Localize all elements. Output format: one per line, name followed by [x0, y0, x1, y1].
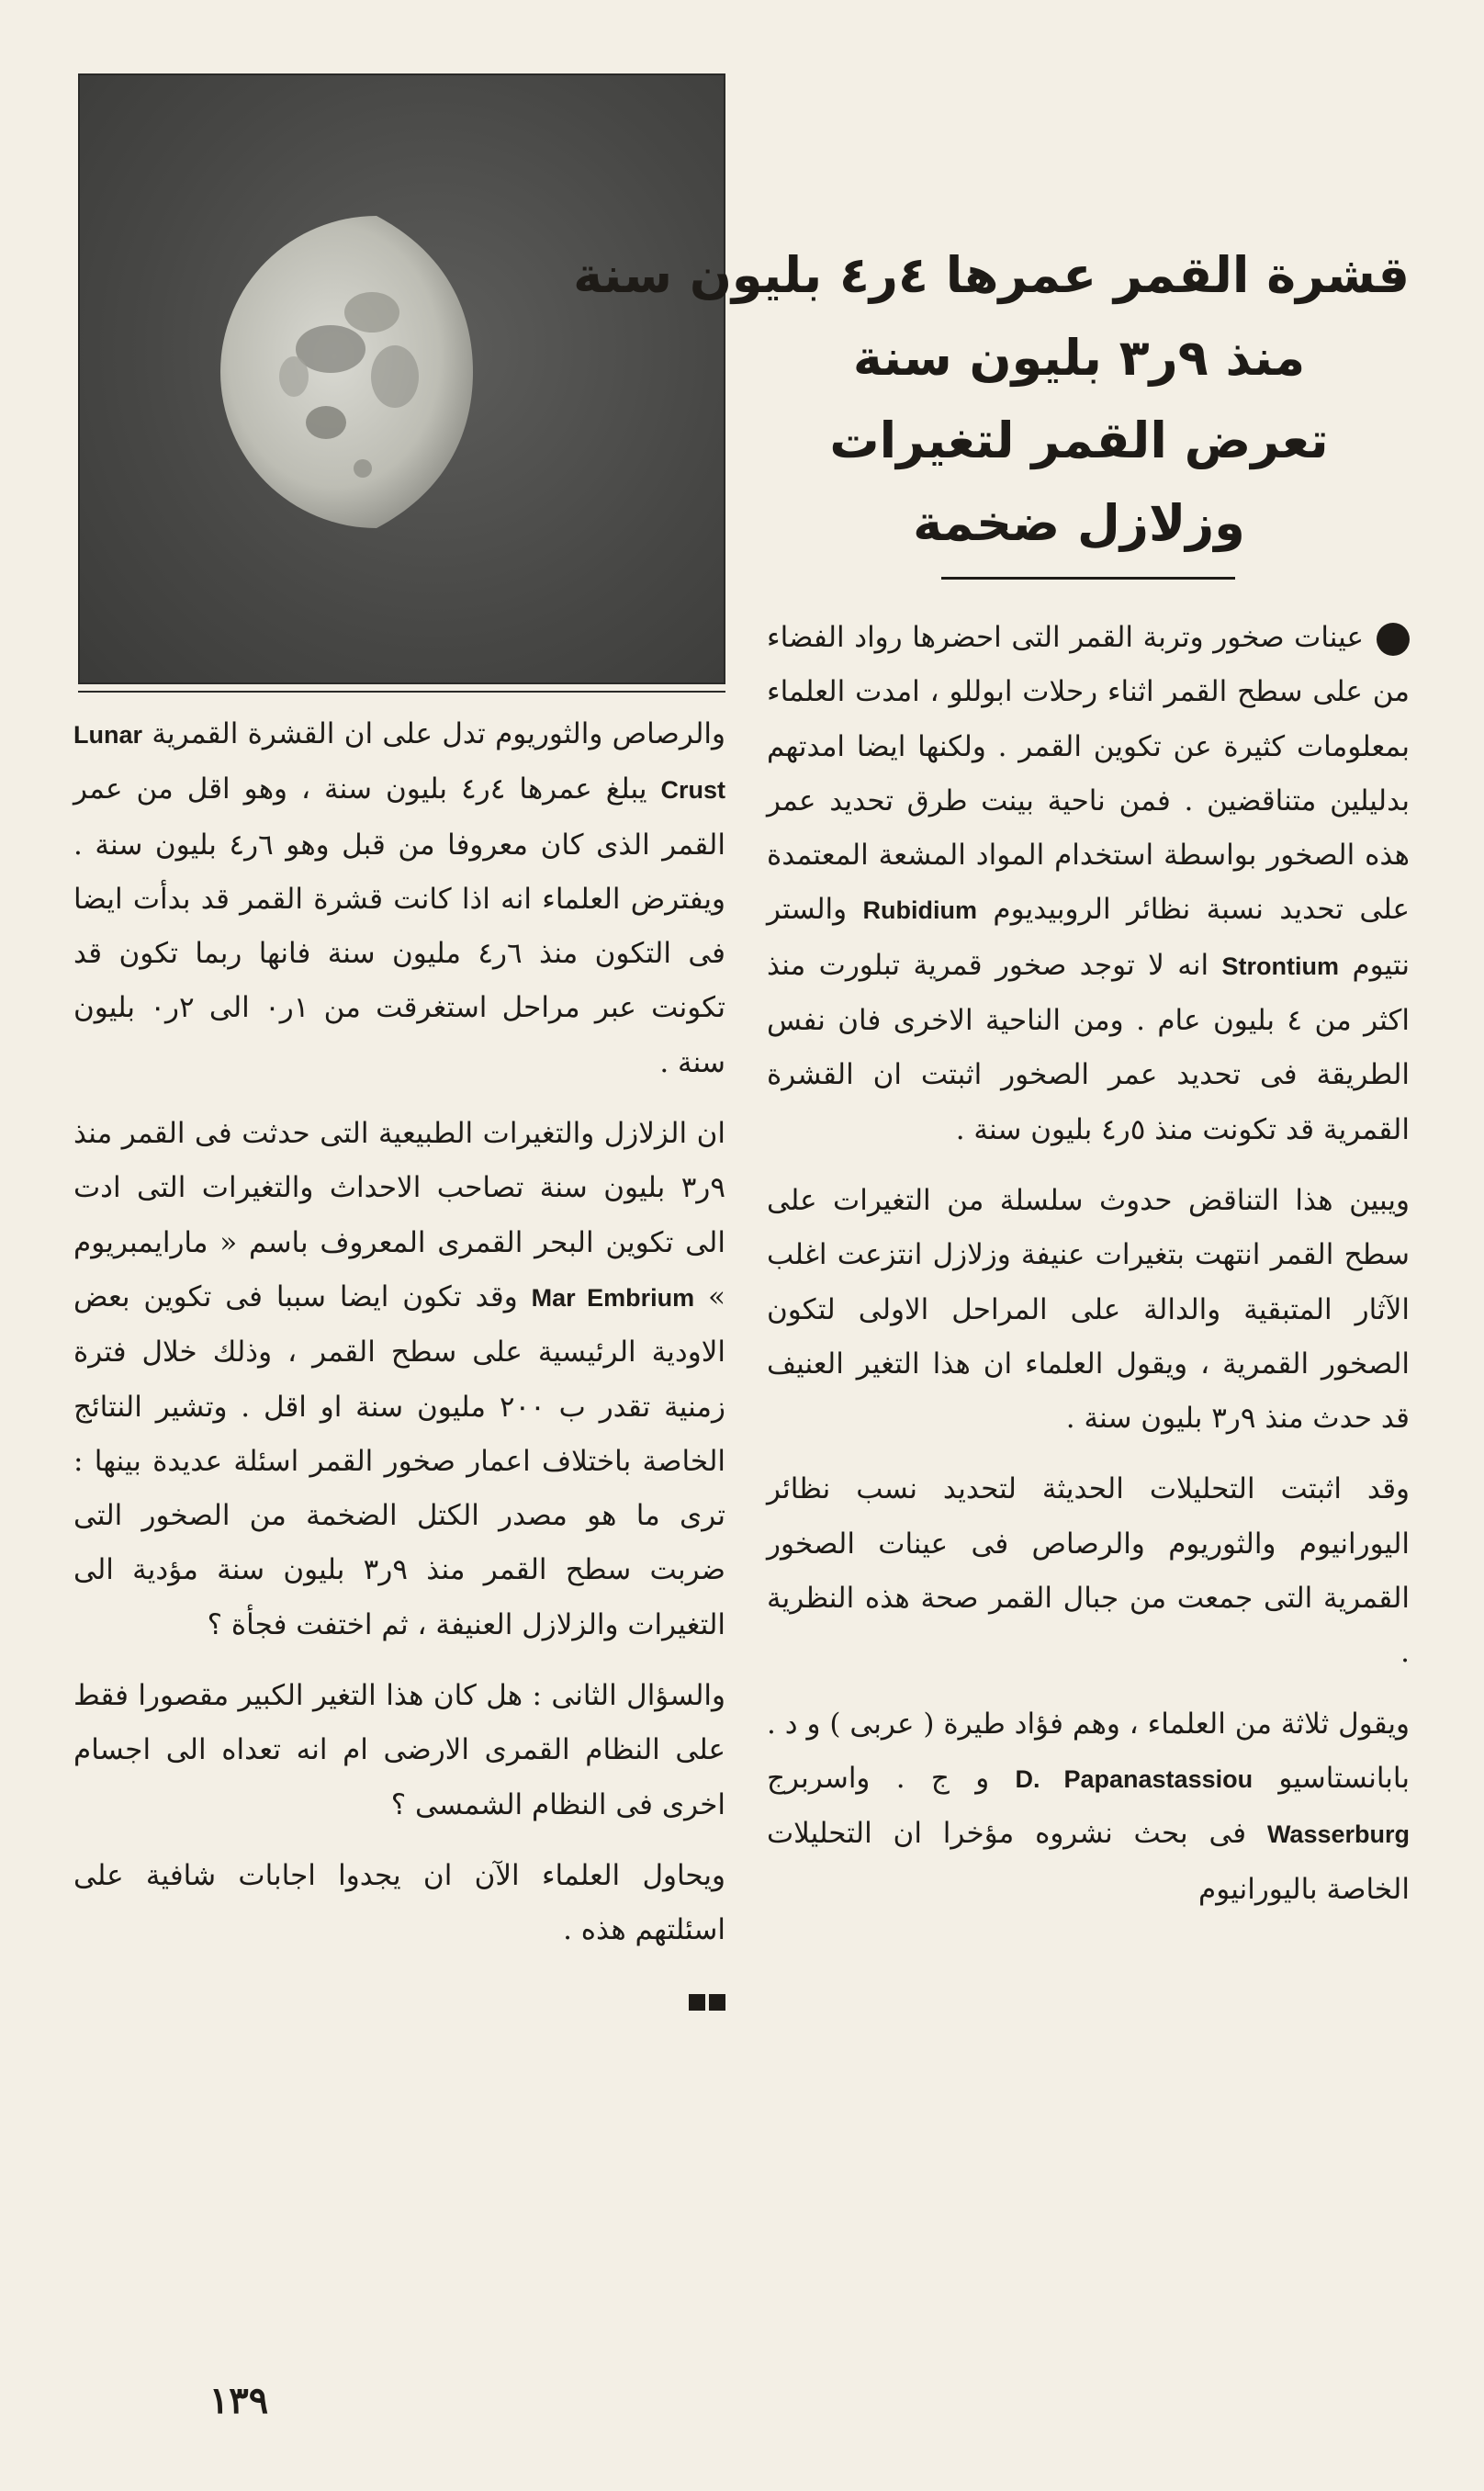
paragraph-text: ان الزلازل والتغيرات الطبيعية التى حدثت فى القمر منذ ٩ر٣ بليون سنة تصاحب الاحداث والتغيرات التى ادت الى تكوين البحر القمرى المعروف باسم « مارايمبريوم »	[73, 1117, 725, 1313]
paragraph: والسؤال الثانى : هل كان هذا التغير الكبير مقصورا فقط على النظام القمرى الارضى ام انه تعداه الى اجسام اخرى فى النظام الشمسى ؟	[73, 1679, 725, 1821]
headline-line-3: تعرض القمر لتغيرات	[829, 411, 1329, 469]
term-rubidium: Rubidium	[862, 896, 978, 925]
paragraph-text: ويحاول العلماء الآن ان يجدوا اجابات شافية على اسئلتهم هذه .	[73, 1858, 725, 1947]
photo-underline	[78, 691, 725, 693]
paragraph	[73, 1849, 725, 1958]
paragraph-text: والرصاص والثوريوم تدل على ان القشرة القمرية	[152, 717, 725, 750]
headline-line-4: وزلازل ضخمة	[913, 494, 1245, 552]
paragraph: وقد اثبتت التحليلات الحديثة لتحديد نسب نظائر اليورانيوم والثوريوم والرصاص فى عينات الصخور القمرية التى جمعت من جبال القمر صحة هذه النظرية .	[767, 1472, 1410, 1670]
term-wasserburg: Wasserburg	[1266, 1820, 1410, 1849]
term-strontium: Strontium	[1221, 952, 1340, 980]
term-mar-embrium: Mar Embrium	[531, 1283, 695, 1312]
article-headline	[573, 234, 1410, 565]
headline-underline	[941, 577, 1235, 580]
page-number: ١٣٩	[208, 2379, 269, 2422]
paragraph-text: يبلغ عمرها ٤ر٤ بليون سنة ، وهو اقل من عمر القمر الذى كان معروفا من قبل وهو ٦ر٤ بليون سنة . ويفترض العلماء انه اذا كانت قشرة القمر قد بدأت ايضا فى التكون منذ ٦ر٤ مليون سنة فانها ربما تكون قد تكونت عبر مراحل استغرقت من ١ر٠ الى ٢ر٠ بليون سنة .	[73, 772, 725, 1079]
end-mark-icon	[685, 1975, 725, 2029]
paragraph	[73, 1107, 725, 1652]
paragraph-text: فى بحث نشروه مؤخرا ان التحليلات الخاصة باليورانيوم	[767, 1817, 1410, 1906]
article-column-left	[73, 707, 725, 2029]
paragraph-text: عينات صخور وتربة القمر التى احضرها رواد الفضاء من على سطح القمر اثناء رحلات ابوللو ، امدت العلماء بمعلومات كثيرة عن تكوين القمر . ولكنها ايضا امدتهم بدليلين متناقضين . فمن ناحية بينت طرق تحديد عمر هذه الصخور بواسطة استخدام المواد المشعة المعتمدة على تحديد نسبة نظائر الروبيديوم	[767, 621, 1410, 927]
paragraph: ويبين هذا التناقض حدوث سلسلة من التغيرات على سطح القمر انتهت بتغيرات عنيفة وزلازل انتزعت اغلب الآثار المتبقية والدالة على المراحل الاولى لتكون الصخور القمرية ، ويقول العلماء ان هذا التغير العنيف قد حدث منذ ٩ر٣ بليون سنة .	[767, 1183, 1410, 1436]
moon-image	[78, 73, 725, 684]
paragraph	[73, 707, 725, 1090]
paragraph-text: وقد تكون ايضا سببا فى تكوين بعض الاودية الرئيسية على سطح القمر ، وذلك خلال فترة زمنية تقدر ب ٢٠٠ مليون سنة او اقل . وتشير النتائج الخاصة باختلاف اعمار صخور القمر اسئلة عديدة بينها : ترى ما هو مصدر الكتل الضخمة من الصخور التى ضربت سطح القمر منذ ٩ر٣ بليون سنة مؤدية الى التغيرات والزلازل العنيفة ، ثم اختفت فجأة ؟	[73, 1279, 725, 1641]
moon-photo	[78, 73, 725, 684]
term-papanastassiou: D. Papanastassiou	[1015, 1764, 1254, 1793]
bullet-icon	[1377, 623, 1410, 656]
paragraph	[767, 1697, 1410, 1917]
paragraph-text: انه لا توجد صخور قمرية تبلورت منذ اكثر من ٤ بليون عام . ومن الناحية الاخرى فان نفس الطريقة فى تحديد عمر الصخور اثبتت ان القشرة القمرية قد تكونت منذ ٥ر٤ بليون سنة .	[767, 948, 1410, 1146]
headline-line-2: منذ ٩ر٣ بليون سنة	[852, 329, 1306, 387]
paragraph	[767, 611, 1410, 1157]
headline-line-1: قشرة القمر عمرها ٤ر٤ بليون سنة	[573, 246, 1410, 304]
paragraph-text: ويقول ثلاثة من العلماء ، وهم فؤاد طيرة ( عربى ) و د . بابانستاسيو	[767, 1707, 1410, 1795]
paragraph-text: و ج . واسربرج	[767, 1761, 990, 1795]
paragraph-text: والستر نتيوم	[767, 893, 1411, 982]
term-lunar-crust: Lunar Crust	[73, 721, 725, 805]
article-column-right	[767, 611, 1410, 1933]
